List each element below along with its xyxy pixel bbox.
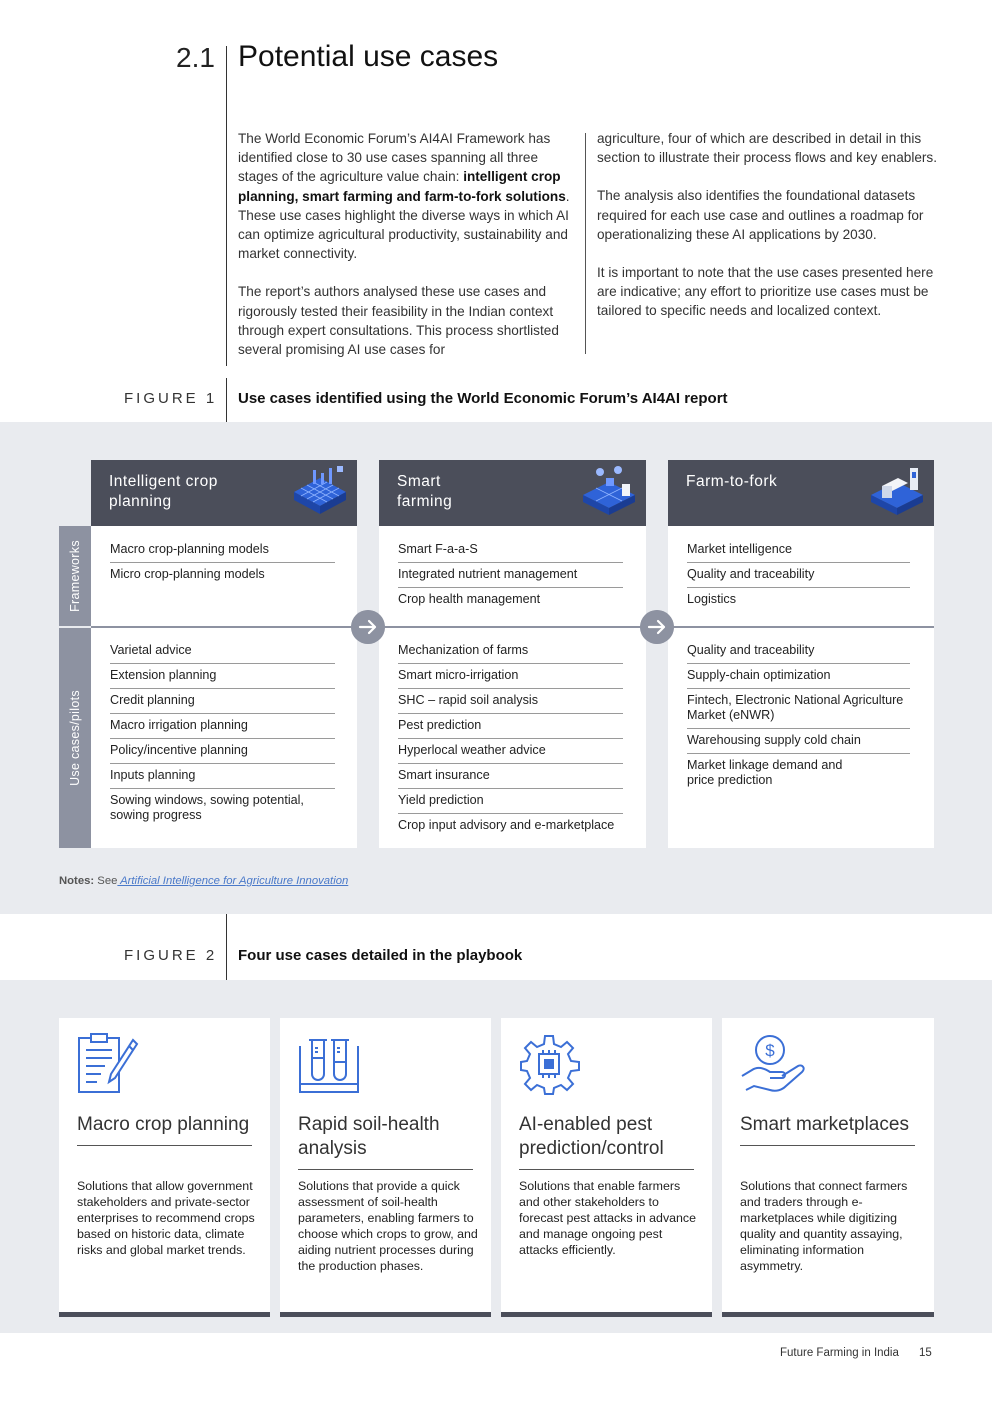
use-case-description: Solutions that connect farmers and traders through e-marketplaces while digitizing quality and quantity assaying, eliminating information asymmetry. bbox=[740, 1179, 908, 1273]
svg-text:$: $ bbox=[765, 1041, 775, 1060]
use-case-description: Solutions that allow government stakeholders and private-sector enterprises to recommend crops based on historic data, climate risks and global market trends. bbox=[77, 1179, 255, 1257]
column-title: Farm-to-fork bbox=[686, 473, 778, 490]
use-case-description: Solutions that provide a quick assessment of soil-health parameters, enabling farmers to choose which crops to grow, and aiding nutrient processes during the production phases. bbox=[298, 1179, 478, 1273]
list-item: Macro crop-planning models bbox=[110, 538, 335, 563]
column-title: Smart farming bbox=[397, 473, 453, 510]
intro-paragraph: The World Economic Forum’s AI4AI Framework has identified close to 30 use cases spanning all three stages of the agriculture value chain: intelligent crop planning, smart farming and farm-to-fork solutions. These use cases highlight the diverse ways in which AI can optimize agricultural productivity, sustainability and market connectivity. bbox=[238, 131, 570, 262]
test-tubes-icon bbox=[298, 1032, 360, 1096]
list-item: Quality and traceability bbox=[687, 563, 910, 588]
list-item: Varietal advice bbox=[110, 639, 335, 664]
frameworks-list-crop-planning bbox=[110, 538, 335, 587]
intro-paragraph: It is important to note that the use cases presented here are indicative; any effort to prioritize use cases must be tailored to specific needs and localized context. bbox=[597, 265, 934, 319]
list-item: Quality and traceability bbox=[687, 639, 910, 664]
column-header-crop-planning bbox=[91, 460, 357, 526]
list-item: Macro irrigation planning bbox=[110, 714, 335, 739]
list-item: Integrated nutrient management bbox=[398, 563, 623, 588]
list-item: Policy/incentive planning bbox=[110, 739, 335, 764]
hand-dollar-coin-icon bbox=[740, 1032, 810, 1096]
list-item: Crop health management bbox=[398, 592, 541, 606]
arrow-right-icon bbox=[640, 610, 674, 644]
footer-publication: Future Farming in India bbox=[780, 1347, 899, 1359]
intro-column-left bbox=[238, 129, 572, 378]
use-cases-list-smart-farming bbox=[398, 639, 623, 838]
use-cases-list-crop-planning bbox=[110, 639, 335, 828]
list-item: SHC – rapid soil analysis bbox=[398, 689, 623, 714]
section-title: Potential use cases bbox=[238, 40, 499, 73]
clipboard-pen-icon bbox=[77, 1032, 139, 1096]
column-divider bbox=[585, 133, 586, 354]
figure-2-title: Four use cases detailed in the playbook bbox=[238, 947, 523, 964]
use-case-description: Solutions that enable farmers and other stakeholders to forecast pest attacks in advance and manage ongoing pest attacks efficiently. bbox=[519, 1179, 697, 1257]
list-item: Yield prediction bbox=[398, 789, 623, 814]
isometric-market-icon bbox=[868, 464, 926, 520]
list-item: Mechanization of farms bbox=[398, 639, 623, 664]
figure-1-label: FIGURE 1 bbox=[124, 390, 218, 407]
list-item: Warehousing supply cold chain bbox=[687, 729, 910, 754]
figure-1-divider bbox=[226, 378, 227, 422]
list-item: Smart micro-irrigation bbox=[398, 664, 623, 689]
use-case-card-macro-crop-planning bbox=[59, 1018, 270, 1317]
list-item: Market intelligence bbox=[687, 538, 910, 563]
use-case-title: Macro crop planning bbox=[77, 1113, 252, 1146]
list-item: Micro crop-planning models bbox=[110, 567, 265, 581]
figure-2-divider bbox=[226, 914, 227, 980]
list-item: Supply-chain optimization bbox=[687, 664, 910, 689]
list-item: Logistics bbox=[687, 592, 736, 606]
isometric-smart-farm-icon bbox=[580, 464, 638, 520]
page-number: 15 bbox=[919, 1347, 932, 1359]
arrow-right-icon bbox=[351, 610, 385, 644]
list-item: Smart F-a-a-S bbox=[398, 538, 623, 563]
list-item: Crop input advisory and e-marketplace bbox=[398, 818, 615, 832]
notes-link[interactable]: Artificial Intelligence for Agriculture Innovation bbox=[117, 875, 349, 887]
list-item: Credit planning bbox=[110, 689, 335, 714]
list-item: Hyperlocal weather advice bbox=[398, 739, 623, 764]
figure-2-label: FIGURE 2 bbox=[124, 947, 218, 964]
list-item: Smart insurance bbox=[398, 764, 623, 789]
use-cases-list-farm-to-fork bbox=[687, 639, 910, 793]
use-case-card-smart-marketplaces bbox=[722, 1018, 934, 1317]
intro-paragraph: The analysis also identifies the foundational datasets required for each use case and outlines a roadmap for operationalizing these AI applications by 2030. bbox=[597, 188, 924, 242]
intro-paragraph: agriculture, four of which are described in detail in this section to illustrate their process flows and key enablers. bbox=[597, 131, 938, 166]
figure-1-title: Use cases identified using the World Economic Forum’s AI4AI report bbox=[238, 390, 728, 407]
frameworks-list-smart-farming bbox=[398, 538, 623, 612]
list-item: Market linkage demand and price prediction bbox=[687, 758, 843, 787]
section-vertical-rule bbox=[226, 76, 227, 366]
list-item: Fintech, Electronic National Agriculture Market (eNWR) bbox=[687, 689, 910, 729]
use-case-title: Rapid soil-health analysis bbox=[298, 1113, 473, 1170]
section-number: 2.1 bbox=[176, 42, 215, 73]
list-item: Inputs planning bbox=[110, 764, 335, 789]
row-label-use-cases: Use cases/pilots bbox=[59, 628, 91, 848]
column-header-smart-farming bbox=[379, 460, 646, 526]
list-item: Extension planning bbox=[110, 664, 335, 689]
column-header-farm-to-fork bbox=[668, 460, 934, 526]
use-case-title: AI-enabled pest prediction/control bbox=[519, 1113, 694, 1170]
row-separator bbox=[91, 626, 934, 628]
row-label-frameworks: Frameworks bbox=[59, 526, 91, 626]
list-item: Pest prediction bbox=[398, 714, 623, 739]
intro-paragraph: The report’s authors analysed these use cases and rigorously tested their feasibility in the Indian context through expert consultations. This process shortlisted several promising AI use cases for bbox=[238, 284, 559, 358]
list-item: Sowing windows, sowing potential, sowing progress bbox=[110, 793, 304, 822]
gear-chip-icon bbox=[519, 1032, 581, 1096]
figure-1-notes: Notes: See Artificial Intelligence for Agriculture Innovation bbox=[59, 875, 349, 887]
intro-column-right bbox=[597, 129, 937, 340]
isometric-grid-planning-icon bbox=[291, 464, 349, 520]
column-title: Intelligent crop planning bbox=[109, 473, 218, 510]
use-case-card-pest-prediction bbox=[501, 1018, 712, 1317]
use-case-title: Smart marketplaces bbox=[740, 1113, 915, 1146]
frameworks-list-farm-to-fork bbox=[687, 538, 910, 612]
section-divider bbox=[226, 46, 227, 76]
use-case-card-soil-health bbox=[280, 1018, 491, 1317]
